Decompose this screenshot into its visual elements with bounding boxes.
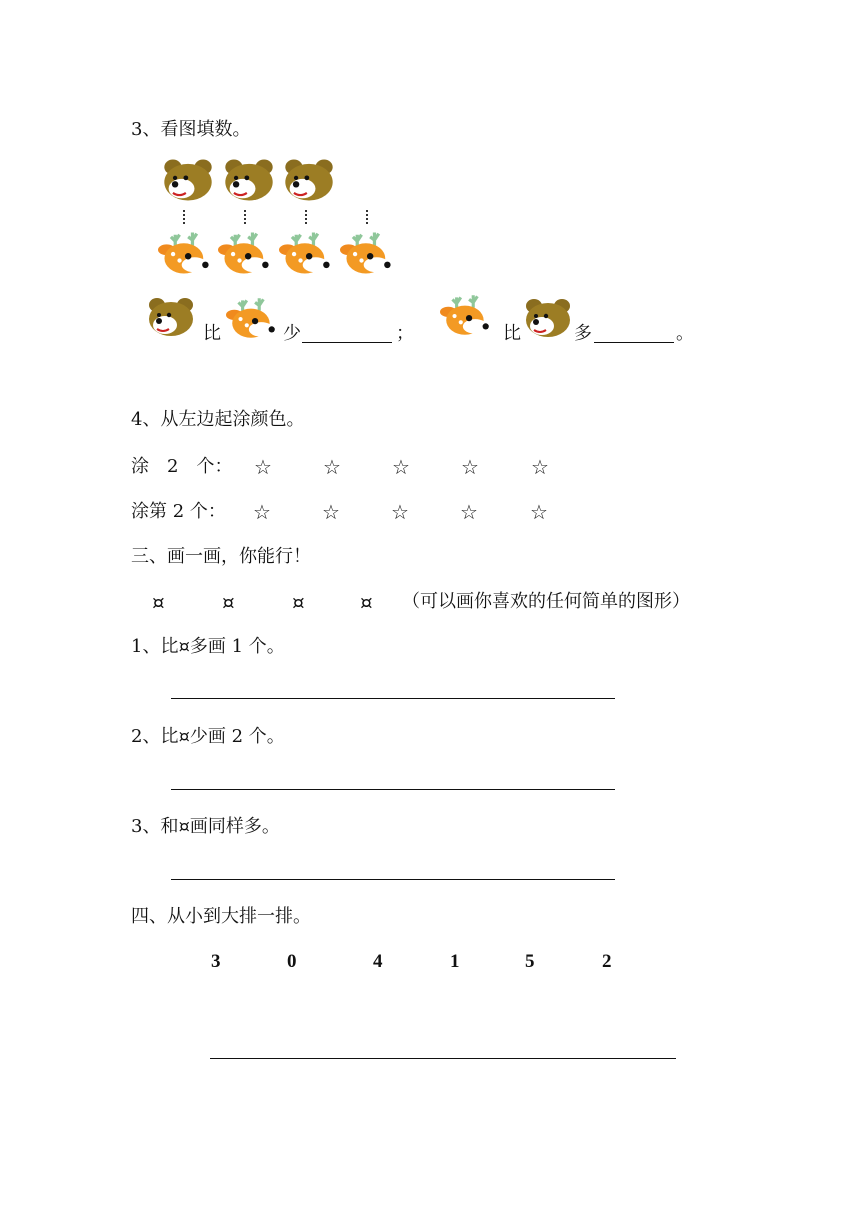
semicolon: ；: [396, 323, 414, 344]
star-icon[interactable]: ☆: [392, 455, 410, 479]
section3-item1: 1、比¤多画 1 个。: [131, 636, 285, 657]
q3-title: 3、看图填数。: [131, 119, 251, 140]
answer-blank-more[interactable]: [594, 342, 674, 343]
star-icon[interactable]: ☆: [253, 500, 271, 524]
link-dots: [366, 210, 369, 226]
section3-item3: 3、和¤画同样多。: [131, 816, 280, 837]
bear-image: [145, 296, 197, 338]
deer-image: [218, 230, 274, 276]
q4-title: 4、从左边起涂颜色。: [131, 409, 305, 430]
deer-image: [279, 230, 335, 276]
star-icon[interactable]: ☆: [531, 455, 549, 479]
draw-line-3[interactable]: [171, 879, 615, 880]
shape-icon: ¤: [292, 590, 305, 614]
bear-image: [160, 158, 216, 202]
star-icon[interactable]: ☆: [254, 455, 272, 479]
section3-item2: 2、比¤少画 2 个。: [131, 726, 285, 747]
draw-line-2[interactable]: [171, 789, 615, 790]
link-dots: [244, 210, 247, 226]
draw-line-1[interactable]: [171, 698, 615, 699]
star-icon[interactable]: ☆: [460, 500, 478, 524]
compare-bi-2: 比: [503, 323, 521, 344]
number-item: 3: [211, 951, 221, 972]
bear-image: [221, 158, 277, 202]
more-word: 多: [574, 323, 592, 344]
number-item: 4: [373, 951, 383, 972]
section4-title: 四、从小到大排一排。: [131, 906, 311, 927]
q4-row2-label: 涂第 2 个：: [131, 501, 226, 522]
number-item: 0: [287, 951, 297, 972]
deer-image: [440, 292, 494, 338]
star-icon[interactable]: ☆: [530, 500, 548, 524]
star-icon[interactable]: ☆: [391, 500, 409, 524]
compare-bi-1: 比: [203, 323, 221, 344]
shape-icon: ¤: [152, 590, 165, 614]
star-icon[interactable]: ☆: [323, 455, 341, 479]
bear-image: [281, 158, 337, 202]
answer-blank-less[interactable]: [302, 342, 392, 343]
deer-image: [158, 230, 214, 276]
link-dots: [305, 210, 308, 226]
q4-row1-label: 涂 2 个：: [131, 456, 233, 477]
section3-title: 三、画一画，你能行！: [131, 546, 311, 567]
section3-hint: （可以画你喜欢的任何简单的图形）: [402, 591, 690, 612]
less-word: 少: [283, 323, 301, 344]
period: 。: [676, 323, 694, 344]
answer-line-order[interactable]: [210, 1058, 676, 1059]
deer-image: [226, 296, 280, 340]
shape-icon: ¤: [360, 590, 373, 614]
star-icon[interactable]: ☆: [322, 500, 340, 524]
shape-icon: ¤: [222, 590, 235, 614]
deer-image: [340, 230, 396, 276]
link-dots: [183, 210, 186, 226]
star-icon[interactable]: ☆: [461, 455, 479, 479]
number-item: 5: [525, 951, 535, 972]
number-item: 1: [450, 951, 460, 972]
number-item: 2: [602, 951, 612, 972]
bear-image: [522, 297, 574, 339]
